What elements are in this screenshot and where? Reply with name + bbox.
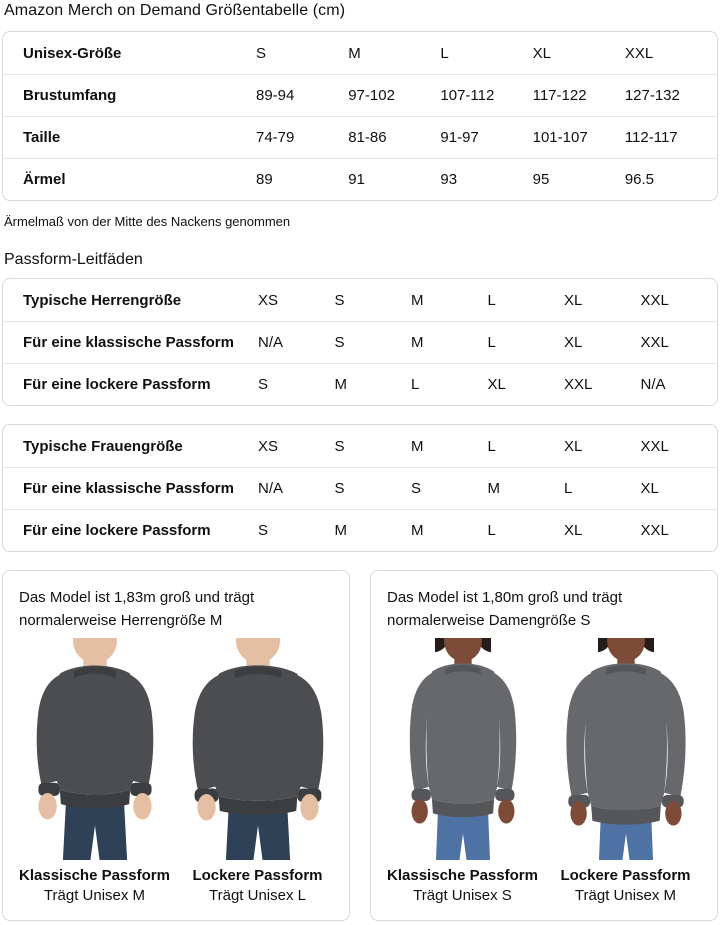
size-cell: XXL <box>624 44 654 62</box>
size-cell: L <box>411 376 420 393</box>
table-row <box>3 363 717 405</box>
size-cell: S <box>334 437 345 455</box>
female-model-card <box>370 570 718 921</box>
model-figures <box>383 638 705 906</box>
size-cell: XL <box>640 480 659 497</box>
value-cell: 97-102 <box>348 87 395 104</box>
fit-guides-heading: Passform-Leitfäden <box>4 251 143 268</box>
value-cell: 81-86 <box>348 129 387 146</box>
size-cell: XL <box>564 522 583 539</box>
size-cell: XXL <box>640 437 669 455</box>
size-cell: XS <box>258 437 279 455</box>
size-cell: S <box>334 291 345 309</box>
fit-label: Klassische Passform <box>387 867 538 885</box>
value-cell: 74-79 <box>256 129 295 146</box>
page-title: Amazon Merch on Demand Größentabelle (cm) <box>4 2 346 19</box>
women-fit-table <box>2 424 718 552</box>
size-worn-label: Trägt Unisex S <box>413 886 512 904</box>
table-row <box>3 158 717 200</box>
value-cell: 91-97 <box>440 129 479 146</box>
size-cell: M <box>334 522 347 539</box>
row-label: Brustumfang <box>23 87 117 104</box>
table-row <box>3 467 717 509</box>
size-cell: XL <box>487 376 506 393</box>
row-label: Für eine lockere Passform <box>23 376 211 393</box>
table-row <box>3 116 717 158</box>
figure-loose-fit <box>546 638 705 906</box>
model-photo-female-classic-fit <box>384 638 542 860</box>
value-cell: 127-132 <box>624 87 680 104</box>
size-cell: S <box>256 44 267 62</box>
size-guide-page <box>2 2 718 921</box>
fit-label: Lockere Passform <box>192 867 323 885</box>
table-row <box>3 509 717 551</box>
row-label: Typische Frauengröße <box>23 437 183 455</box>
row-label: Für eine klassische Passform <box>23 480 234 497</box>
size-cell: N/A <box>258 480 284 497</box>
unisex-size-table <box>2 31 718 201</box>
value-cell: 101-107 <box>532 129 588 146</box>
value-cell: 96.5 <box>624 171 655 188</box>
table-row <box>3 279 717 321</box>
size-cell: M <box>334 376 347 393</box>
value-cell: 91 <box>348 171 365 188</box>
model-description: Das Model ist 1,80m groß und trägt normalerweise Damengröße S <box>387 589 623 629</box>
size-cell: XL <box>564 291 583 309</box>
size-cell: XXL <box>640 522 669 539</box>
men-fit-table <box>2 278 718 406</box>
male-model-card <box>2 570 350 921</box>
size-cell: L <box>440 44 449 62</box>
table-row <box>3 425 717 467</box>
size-cell: L <box>487 522 496 539</box>
size-cell: N/A <box>640 376 666 393</box>
size-worn-label: Trägt Unisex L <box>209 886 306 904</box>
figure-classic-fit <box>383 638 542 906</box>
size-cell: N/A <box>258 334 284 351</box>
sleeve-measure-note: Ärmelmaß von der Mitte des Nackens genommen <box>4 214 291 229</box>
size-cell: XL <box>532 44 551 62</box>
size-cell: XXL <box>564 376 593 393</box>
size-cell: XL <box>564 334 583 351</box>
row-label: Typische Herrengröße <box>23 291 182 309</box>
table-row <box>3 321 717 363</box>
value-cell: 89 <box>256 171 273 188</box>
row-label: Für eine klassische Passform <box>23 334 234 351</box>
value-cell: 117-122 <box>532 87 587 104</box>
table-row <box>3 74 717 116</box>
size-cell: S <box>258 376 269 393</box>
size-worn-label: Trägt Unisex M <box>574 886 677 904</box>
size-cell: M <box>411 291 424 309</box>
model-figures <box>15 638 337 906</box>
row-label: Für eine lockere Passform <box>23 522 211 539</box>
size-cell: M <box>411 437 424 455</box>
size-cell: L <box>564 480 573 497</box>
size-cell: XXL <box>640 334 669 351</box>
size-cell: M <box>411 522 424 539</box>
row-label: Taille <box>23 129 61 146</box>
model-description: Das Model ist 1,83m groß und trägt normalerweise Herrengröße M <box>19 589 255 629</box>
value-cell: 93 <box>440 171 458 188</box>
size-cell: L <box>487 334 496 351</box>
size-cell: XXL <box>640 291 669 309</box>
model-cards <box>2 570 718 921</box>
model-photo-male-classic-fit <box>16 638 174 860</box>
size-cell: M <box>348 44 361 62</box>
value-cell: 107-112 <box>440 87 495 104</box>
figure-loose-fit <box>178 638 337 906</box>
size-cell: S <box>334 480 345 497</box>
model-photo-female-loose-fit <box>547 638 705 860</box>
size-cell: S <box>258 522 269 539</box>
size-worn-label: Trägt Unisex M <box>43 886 146 904</box>
size-cell: S <box>411 480 422 497</box>
size-cell: XL <box>564 437 583 455</box>
row-label: Unisex-Größe <box>23 44 122 62</box>
model-photo-male-loose-fit <box>179 638 337 860</box>
figure-classic-fit <box>15 638 174 906</box>
size-cell: XS <box>258 291 279 309</box>
size-cell: S <box>334 334 345 351</box>
size-cell: M <box>487 480 500 497</box>
size-cell: L <box>487 437 496 455</box>
table-row <box>3 32 717 74</box>
row-label: Ärmel <box>23 171 66 188</box>
fit-label: Lockere Passform <box>560 867 691 885</box>
fit-label: Klassische Passform <box>19 867 170 885</box>
value-cell: 89-94 <box>256 87 295 104</box>
size-cell: M <box>411 334 424 351</box>
value-cell: 95 <box>532 171 550 188</box>
size-cell: L <box>487 291 496 309</box>
value-cell: 112-117 <box>624 129 678 146</box>
